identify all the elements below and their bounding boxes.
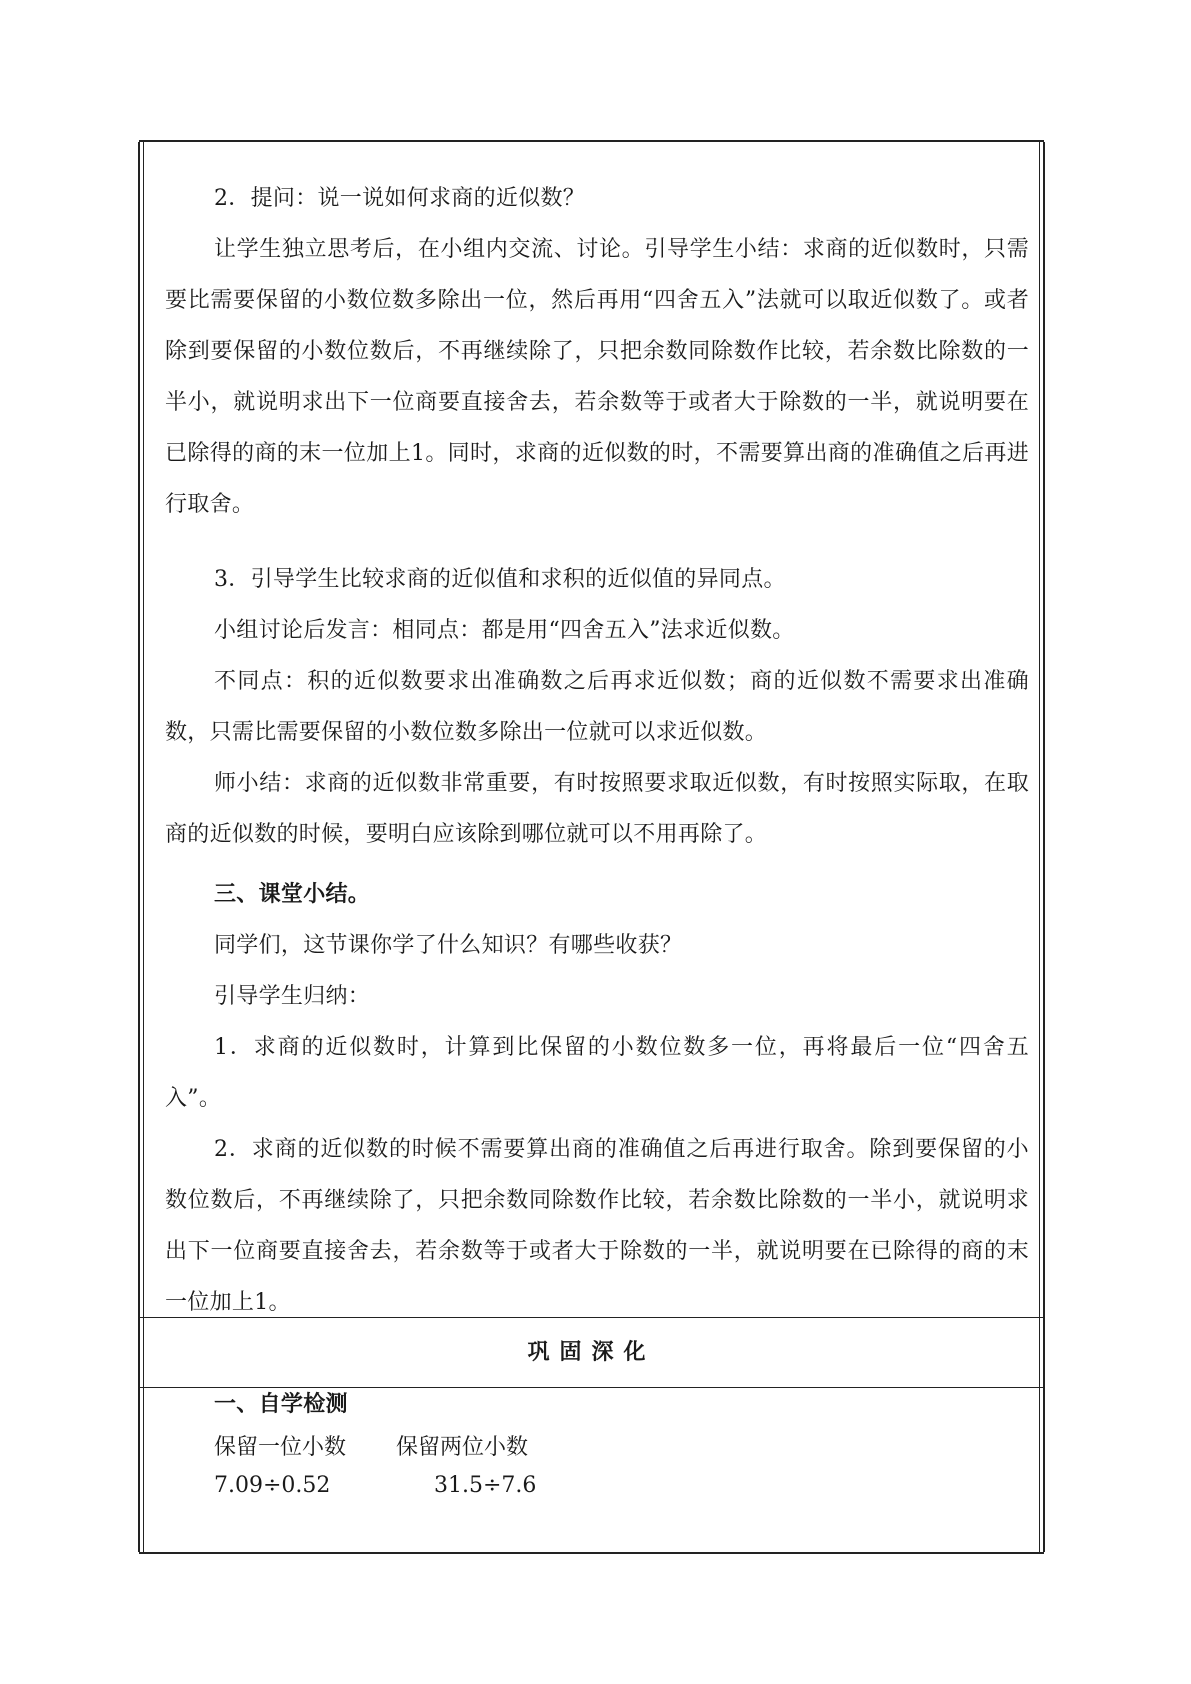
summary-paragraph-1: 同学们，这节课你学了什么知识？有哪些收获？ xyxy=(214,933,683,958)
part2-block xyxy=(165,173,1029,530)
lesson-table xyxy=(139,140,1044,1554)
self-check-expr-row xyxy=(165,1467,1029,1505)
section-divider-top xyxy=(139,1317,1044,1318)
summary-paragraph-2: 引导学生归纳： xyxy=(214,984,371,1009)
self-check-labels-row xyxy=(165,1429,1029,1467)
self-check-title: 一、自学检测 xyxy=(214,1391,348,1417)
summary-title: 三、课堂小结。 xyxy=(214,881,371,907)
summary-block xyxy=(165,869,1029,1328)
col1-label: 保留一位小数 xyxy=(214,1435,347,1460)
col1-expression: 7.09÷0.52 xyxy=(214,1473,331,1498)
part3-paragraph-3: 师小结：求商的近似数非常重要，有时按照要求取近似数，有时按照实际取，在取商的近似数的时候，要明白应该除到哪位就可以不用再除了。 xyxy=(165,771,1029,847)
summary-paragraph-3: 1．求商的近似数时，计算到比保留的小数位数多一位，再将最后一位“四舍五入”。 xyxy=(165,1035,1029,1111)
part2-question: 2．提问：说一说如何求商的近似数？ xyxy=(214,186,586,211)
part3-paragraph-2: 不同点：积的近似数要求出准确数之后再求近似数；商的近似数不需要求出准确数，只需比需要保留的小数位数多除出一位就可以求近似数。 xyxy=(165,669,1029,745)
consolidate-header: 巩固深化 xyxy=(527,1339,656,1365)
part3-block xyxy=(165,554,1029,860)
part2-paragraph: 让学生独立思考后，在小组内交流、讨论。引导学生小结：求商的近似数时，只需要比需要保留的小数位数多除出一位，然后再用“四舍五入”法就可以取近似数了。或者除到要保留的小数位数后，不再继续除了，只把余数同除数作比较，若余数比除数的一半小，就说明求出下一位商要直接舍去，若余数等于或者大于除数的一半，就说明要在已除得的商的末一位加上1。同时，求商的近似数的时，不需要算出商的准确值之后再进行取舍。 xyxy=(165,237,1029,517)
col2-label: 保留两位小数 xyxy=(396,1435,529,1460)
part3-question: 3．引导学生比较求商的近似值和求积的近似值的异同点。 xyxy=(214,567,786,592)
col2-expression: 31.5÷7.6 xyxy=(434,1473,537,1498)
summary-paragraph-4: 2．求商的近似数的时候不需要算出商的准确值之后再进行取舍。除到要保留的小数位数后，不再继续除了，只把余数同除数作比较，若余数比除数的一半小，就说明求出下一位商要直接舍去，若余数等于或者大于除数的一半，就说明要在已除得的商的末一位加上1。 xyxy=(165,1137,1029,1315)
part3-paragraph-1: 小组讨论后发言：相同点：都是用“四舍五入”法求近似数。 xyxy=(214,618,795,643)
consolidate-block xyxy=(165,1379,1029,1505)
